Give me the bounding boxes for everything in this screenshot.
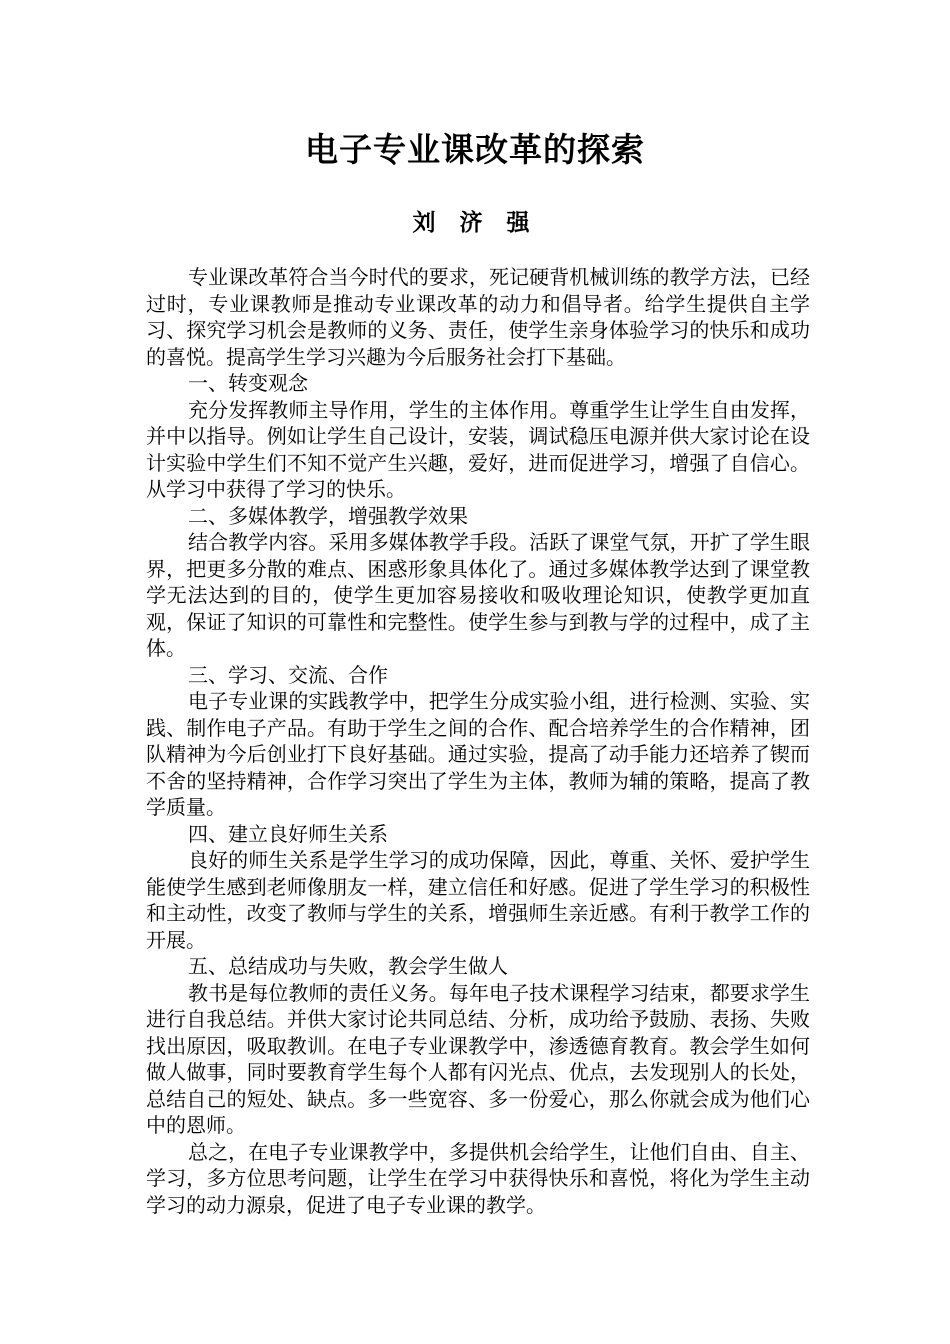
section-heading-5: 五、总结成功与失败，教会学生做人	[188, 954, 508, 978]
section-heading-2: 二、多媒体教学，增强教学效果	[188, 503, 468, 528]
document-body	[146, 264, 810, 1218]
conclusion-paragraph: 总之，在电子专业课教学中，多提供机会给学生，让他们自由、自主、学习，多方位思考问题，让学生在学习中获得快乐和喜悦，将化为学生主动学习的动力源泉，促进了电子专业课的教学。	[146, 1139, 810, 1217]
section-heading-1: 一、转变观念	[188, 371, 308, 395]
section-paragraph-5: 教书是每位教师的责任义务。每年电子技术课程学习结束，都要求学生进行自我总结。并供大家讨论共同总结、分析，成功给予鼓励、表扬、失败找出原因，吸取教训。在电子专业课教学中，渗透德育教育。教会学生如何做人做事，同时要教育学生每个人都有闪光点、优点，去发现别人的长处，总结自己的短处、缺点。多一些宽容、多一份爱心，那么你就会成为他们心中的恩师。	[146, 980, 810, 1137]
document-title: 电子专业课改革的探索	[305, 130, 645, 169]
section-paragraph-4: 良好的师生关系是学生学习的成功保障，因此，尊重、关怀、爱护学生能使学生感到老师像朋友一样，建立信任和好感。促进了学生学习的积极性和主动性，改变了教师与学生的关系，增强师生亲近感。有利于教学工作的开展。	[146, 848, 810, 952]
section-heading-4: 四、建立良好师生关系	[188, 821, 388, 846]
author-name: 刘 济 强	[412, 209, 538, 236]
section-heading-3: 三、学习、交流、合作	[188, 662, 388, 687]
section-paragraph-3: 电子专业课的实践教学中，把学生分成实验小组，进行检测、实验、实践、制作电子产品。有助于学生之间的合作、配合培养学生的合作精神，团队精神为今后创业打下良好基础。通过实验，提高了动手能力还培养了锲而不舍的坚持精神，合作学习突出了学生为主体，教师为辅的策略，提高了教学质量。	[146, 689, 810, 819]
section-paragraph-2: 结合教学内容。采用多媒体教学手段。活跃了课堂气氛，开扩了学生眼界，把更多分散的难点、困惑形象具体化了。通过多媒体教学达到了课堂教学无法达到的目的，使学生更加容易接收和吸收理论知识，使教学更加直观，保证了知识的可靠性和完整性。使学生参与到教与学的过程中，成了主体。	[146, 530, 810, 660]
section-paragraph-1: 充分发挥教师主导作用，学生的主体作用。尊重学生让学生自由发挥，并中以指导。例如让学生自己设计，安装，调试稳压电源并供大家讨论在设计实验中学生们不知不觉产生兴趣，爱好，进而促进学习，增强了自信心。从学习中获得了学习的快乐。	[146, 397, 810, 501]
intro-paragraph: 专业课改革符合当今时代的要求，死记硬背机械训练的教学方法，已经过时，专业课教师是推动专业课改革的动力和倡导者。给学生提供自主学习、探究学习机会是教师的义务、责任，使学生亲身体验学习的快乐和成功的喜悦。提高学生学习兴趣为今后服务社会打下基础。	[146, 265, 810, 369]
